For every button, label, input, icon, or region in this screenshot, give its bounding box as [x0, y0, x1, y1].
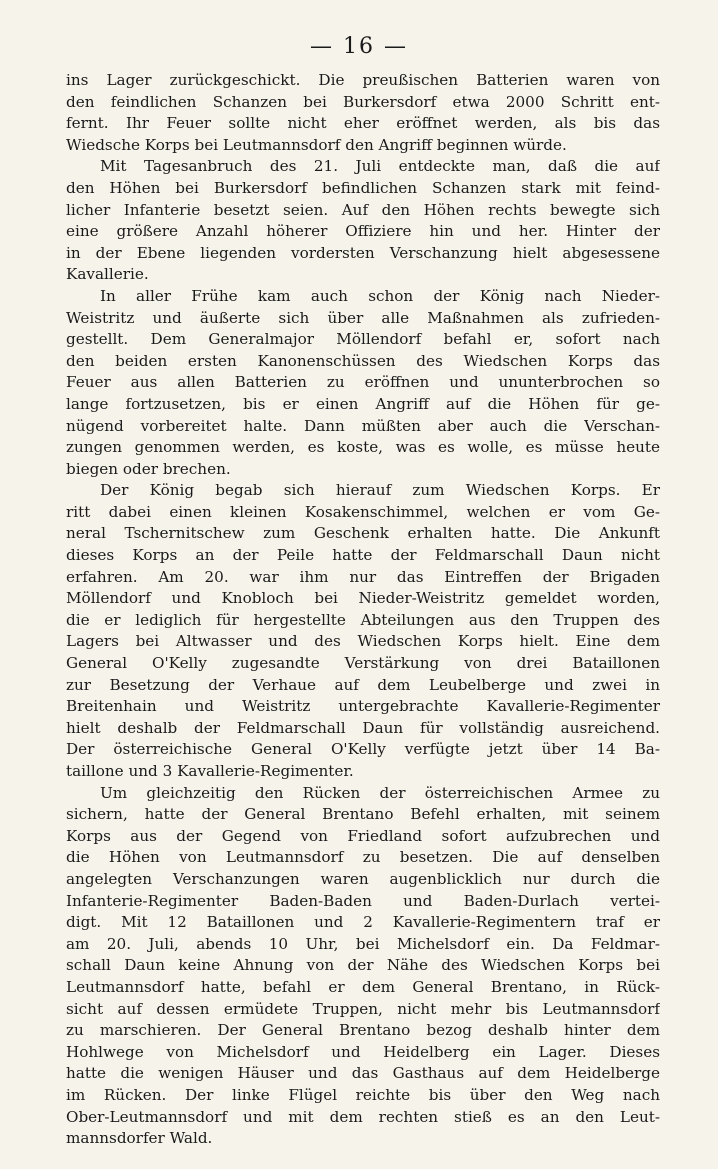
text-line: Um gleichzeitig den Rücken der österreichischen Armee zu — [100, 783, 660, 802]
text-line: licher Infanterie besetzt seien. Auf den Höhen rechts bewegte sich — [66, 200, 660, 219]
text-line: Leutmannsdorf hatte, befahl er dem General Brentano, in Rück- — [66, 977, 660, 996]
text-line: digt. Mit 12 Bataillonen und 2 Kavallerie-Regimentern traf er — [66, 913, 660, 932]
text-line: Lagers bei Altwasser und des Wiedschen Korps hielt. Eine dem — [66, 632, 660, 651]
text-line: hatte die wenigen Häuser und das Gasthaus auf dem Heidelberge — [66, 1064, 660, 1083]
text-line: Wiedsche Korps bei Leutmannsdorf den Angriff beginnen würde. — [66, 135, 567, 154]
text-line: biegen oder brechen. — [66, 459, 231, 478]
text-line: Kavallerie. — [66, 265, 149, 284]
text-line: fernt. Ihr Feuer sollte nicht eher eröffnet werden, als bis das — [66, 114, 660, 133]
body-text — [66, 70, 660, 1150]
text-line: den feindlichen Schanzen bei Burkersdorf etwa 2000 Schritt ent- — [66, 92, 660, 111]
text-line: Infanterie-Regimenter Baden-Baden und Baden-Durlach vertei- — [66, 891, 660, 910]
text-line: taillone und 3 Kavallerie-Regimenter. — [66, 762, 354, 780]
text-line: zungen genommen werden, es koste, was es wolle, es müsse heute — [66, 438, 660, 457]
text-line: den Höhen bei Burkersdorf befindlichen Schanzen stark mit feind- — [66, 178, 660, 197]
text-line: General O'Kelly zugesandte Verstärkung von drei Bataillonen — [66, 654, 660, 673]
text-line: dieses Korps an der Peile hatte der Feldmarschall Daun nicht — [66, 546, 660, 565]
text-line: Möllendorf und Knobloch bei Nieder-Weistritz gemeldet worden, — [66, 589, 660, 608]
text-line: am 20. Juli, abends 10 Uhr, bei Michelsdorf ein. Da Feldmar- — [66, 934, 660, 953]
text-line: in der Ebene liegenden vordersten Verschanzung hielt abgesessene — [66, 243, 660, 262]
text-line: im Rücken. Der linke Flügel reichte bis über den Weg nach — [66, 1085, 660, 1104]
text-line: Feuer aus allen Batterien zu eröffnen und ununterbrochen so — [66, 373, 660, 392]
text-line: Weistritz und äußerte sich über alle Maßnahmen als zufrieden- — [66, 308, 660, 327]
text-line: sichern, hatte der General Brentano Befehl erhalten, mit seinem — [66, 805, 660, 824]
text-line: angelegten Verschanzungen waren augenblicklich nur durch die — [66, 869, 660, 888]
text-line: die er lediglich für hergestellte Abteilungen aus den Truppen des — [66, 610, 660, 629]
text-line: Der österreichische General O'Kelly verfügte jetzt über 14 Ba- — [66, 740, 660, 759]
text-line: zu marschieren. Der General Brentano bezog deshalb hinter dem — [66, 1021, 660, 1040]
text-line: Korps aus der Gegend von Friedland sofort aufzubrechen und — [66, 826, 660, 845]
text-line: Hohlwege von Michelsdorf und Heidelberg ein Lager. Dieses — [66, 1042, 660, 1061]
text-line: die Höhen von Leutmannsdorf zu besetzen. Die auf denselben — [66, 848, 660, 867]
text-line: eine größere Anzahl höherer Offiziere hin und her. Hinter der — [66, 222, 660, 241]
text-line: zur Besetzung der Verhaue auf dem Leubelberge und zwei in — [66, 675, 660, 694]
page-number: — 16 — — [310, 34, 408, 59]
text-line: Mit Tagesanbruch des 21. Juli entdeckte man, daß die auf — [100, 157, 660, 176]
text-line: ins Lager zurückgeschickt. Die preußischen Batterien waren von — [66, 71, 660, 89]
text-line: sicht auf dessen ermüdete Truppen, nicht mehr bis Leutmannsdorf — [66, 999, 660, 1018]
text-line: Der König begab sich hierauf zum Wiedschen Korps. Er — [100, 481, 660, 500]
text-line: nügend vorbereitet halte. Dann müßten aber auch die Verschan- — [66, 416, 660, 435]
text-line: mannsdorfer Wald. — [66, 1129, 213, 1148]
text-line: den beiden ersten Kanonenschüssen des Wiedschen Korps das — [66, 351, 660, 370]
text-line: hielt deshalb der Feldmarschall Daun für vollständig ausreichend. — [66, 718, 660, 737]
text-line: Breitenhain und Weistritz untergebrachte Kavallerie-Regimenter — [66, 697, 660, 716]
text-line: lange fortzusetzen, bis er einen Angriff auf die Höhen für ge- — [66, 394, 660, 413]
text-line: In aller Frühe kam auch schon der König nach Nieder- — [100, 286, 660, 305]
text-line: schall Daun keine Ahnung von der Nähe des Wiedschen Korps bei — [66, 956, 660, 975]
text-line: ritt dabei einen kleinen Kosakenschimmel, welchen er vom Ge- — [66, 502, 660, 521]
text-line: erfahren. Am 20. war ihm nur das Eintreffen der Brigaden — [66, 567, 660, 586]
text-line: Ober-Leutmannsdorf und mit dem rechten stieß es an den Leut- — [66, 1107, 660, 1126]
text-line: gestellt. Dem Generalmajor Möllendorf befahl er, sofort nach — [66, 330, 660, 349]
text-line: neral Tschernitschew zum Geschenk erhalten hatte. Die Ankunft — [66, 524, 660, 543]
